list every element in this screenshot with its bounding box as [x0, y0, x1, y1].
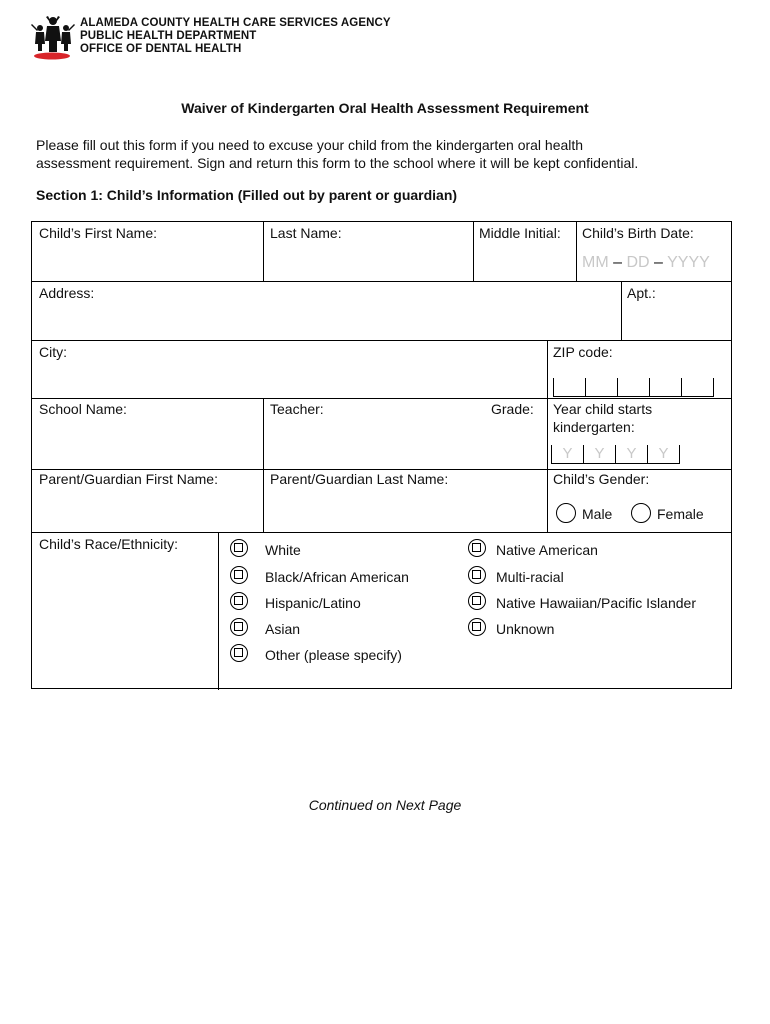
gender-female-radio[interactable]: [631, 503, 651, 523]
intro-line-1: Please fill out this form if you need to excuse your child from the kindergarten oral health: [36, 137, 584, 153]
col-divider: [263, 222, 264, 281]
col-divider: [621, 281, 622, 340]
date-separator: –: [654, 254, 663, 271]
race-black-checkbox[interactable]: [230, 566, 248, 584]
race-other-checkbox[interactable]: [230, 644, 248, 662]
year-digit-placeholder: Y: [583, 445, 615, 464]
row-divider: [32, 469, 732, 470]
birth-day-placeholder: DD: [626, 254, 650, 271]
address-label: Address:: [39, 285, 95, 301]
teacher-label: Teacher:: [270, 401, 324, 417]
row-divider: [32, 281, 732, 282]
agency-header: [30, 14, 390, 60]
continued-note: Continued on Next Page: [308, 797, 462, 813]
col-divider: [263, 398, 264, 469]
race-option-label: Other (please specify): [265, 647, 402, 663]
gender-male-radio[interactable]: [556, 503, 576, 523]
col-divider: [547, 340, 548, 398]
zip-label: ZIP code:: [553, 344, 613, 360]
agency-line-3: OFFICE OF DENTAL HEALTH: [80, 43, 242, 55]
race-option-label: Black/African American: [265, 569, 409, 585]
birth-date-field[interactable]: [582, 254, 710, 272]
col-divider: [263, 469, 264, 532]
agency-line-2: PUBLIC HEALTH DEPARTMENT: [80, 30, 257, 42]
race-ethnicity-label: Child’s Race/Ethnicity:: [39, 536, 179, 552]
intro-paragraph: [36, 136, 736, 172]
gender-female-label: Female: [657, 506, 704, 522]
year-starts-label-line-2: kindergarten:: [553, 419, 635, 435]
race-option-label: Hispanic/Latino: [265, 595, 361, 611]
agency-name-block: [80, 17, 391, 56]
parent-last-name-label: Parent/Guardian Last Name:: [270, 471, 449, 487]
zip-input-boxes[interactable]: [553, 378, 714, 398]
gender-male-label: Male: [582, 506, 613, 522]
date-separator: –: [613, 254, 623, 271]
col-divider: [473, 222, 474, 281]
race-option-label: Asian: [265, 621, 301, 637]
child-gender-label: Child’s Gender:: [553, 471, 650, 487]
year-digit-placeholder: Y: [551, 445, 583, 464]
section-1-heading: Section 1: Child’s Information (Filled out by parent or guardian): [36, 187, 458, 203]
row-divider: [32, 532, 732, 533]
race-option-label: Native American: [496, 542, 598, 558]
race-hispanic-checkbox[interactable]: [230, 592, 248, 610]
race-pacific-islander-checkbox[interactable]: [468, 592, 486, 610]
race-option-label: Multi-racial: [496, 569, 564, 585]
col-divider: [547, 398, 548, 469]
page-title: Waiver of Kindergarten Oral Health Assessment Requirement: [181, 100, 589, 116]
race-option-label: Unknown: [496, 621, 555, 637]
child-first-name-label: Child’s First Name:: [39, 225, 157, 241]
race-option-label: Native Hawaiian/Pacific Islander: [496, 595, 696, 611]
birth-month-placeholder: MM: [582, 254, 609, 271]
birth-year-placeholder: YYYY: [667, 254, 710, 271]
child-information-form: [31, 221, 732, 689]
race-asian-checkbox[interactable]: [230, 618, 248, 636]
people-figures-icon: [30, 14, 76, 60]
last-name-label: Last Name:: [270, 225, 342, 241]
birth-date-label: Child’s Birth Date:: [582, 225, 694, 241]
race-multiracial-checkbox[interactable]: [468, 566, 486, 584]
year-digit-placeholder: Y: [647, 445, 680, 464]
city-label: City:: [39, 344, 67, 360]
grade-label: Grade:: [491, 401, 534, 417]
race-native-american-checkbox[interactable]: [468, 539, 486, 557]
col-divider: [218, 532, 219, 690]
row-divider: [32, 398, 732, 399]
col-divider: [576, 222, 577, 281]
race-option-label: White: [265, 542, 301, 558]
agency-line-1: ALAMEDA COUNTY HEALTH CARE SERVICES AGENCY: [80, 17, 391, 29]
race-unknown-checkbox[interactable]: [468, 618, 486, 636]
year-digit-placeholder: Y: [615, 445, 647, 464]
race-white-checkbox[interactable]: [230, 539, 248, 557]
row-divider: [32, 340, 732, 341]
middle-initial-label: Middle Initial:: [479, 225, 561, 241]
col-divider: [547, 469, 548, 532]
school-name-label: School Name:: [39, 401, 127, 417]
parent-first-name-label: Parent/Guardian First Name:: [39, 471, 218, 487]
intro-line-2: assessment requirement. Sign and return this form to the school where it will be kept confidential.: [36, 155, 639, 171]
year-starts-label-line-1: Year child starts: [553, 401, 653, 417]
year-input-boxes[interactable]: [551, 445, 680, 465]
apt-label: Apt.:: [627, 285, 656, 301]
